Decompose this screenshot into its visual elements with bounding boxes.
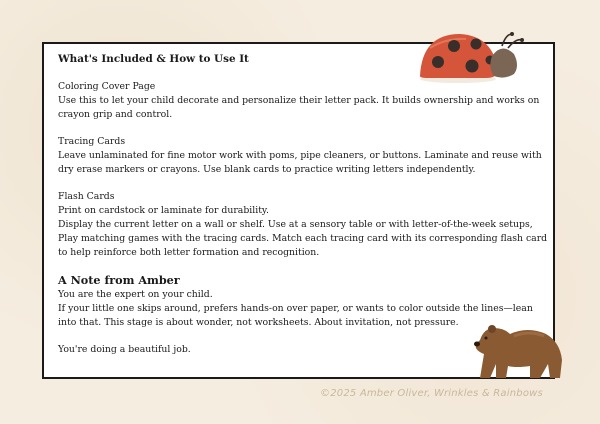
ladybug-spot: [432, 56, 444, 68]
coloring-text-1: Use this to let your child decorate and personalize their letter pack. It builds ownership and works on: [58, 95, 540, 106]
flash-text-4: to help reinforce both letter formation and recognition.: [58, 247, 320, 258]
ladybug-spot: [471, 39, 482, 50]
note-text-1: You are the expert on your child.: [58, 289, 213, 300]
bear-ear: [488, 325, 496, 333]
page-title: What's Included & How to Use It: [58, 53, 249, 65]
bear-eye: [485, 337, 488, 340]
tracing-text-1: Leave unlaminated for fine motor work with poms, pipe cleaners, or buttons. Laminate and reuse with: [58, 150, 542, 161]
tracing-heading: Tracing Cards: [58, 136, 126, 147]
bear-illustration: [470, 320, 566, 382]
ladybug-spot: [448, 40, 460, 52]
flash-heading: Flash Cards: [58, 191, 115, 202]
note-text-3: into that. This stage is about wonder, not worksheets. About invitation, not pressure.: [58, 317, 459, 328]
ladybug-antenna: [508, 40, 522, 48]
copyright-text: ©2025 Amber Oliver, Wrinkles & Rainbows: [320, 388, 543, 399]
flash-text-1: Print on cardstock or laminate for durability.: [58, 205, 269, 216]
flash-text-2: Display the current letter on a wall or shelf. Use at a sensory table or with letter-of-the-week setups,: [58, 219, 533, 230]
note-text-2: If your little one skips around, prefers hands-on over paper, or wants to color outside the lines—lean: [58, 303, 533, 314]
note-closing: You're doing a beautiful job.: [58, 344, 191, 355]
tracing-text-2: dry erase markers or crayons. Use blank cards to practice writing letters independently.: [58, 164, 476, 175]
ladybug-illustration: [416, 30, 526, 84]
card-content: [58, 51, 548, 357]
ladybug-spot: [466, 60, 479, 73]
coloring-heading: Coloring Cover Page: [58, 81, 156, 92]
ladybug-shell: [420, 34, 498, 78]
note-heading: A Note from Amber: [58, 273, 180, 287]
flash-text-3: Play matching games with the tracing cards. Match each tracing card with its corresponding flash card: [58, 233, 548, 244]
coloring-text-2: crayon grip and control.: [58, 109, 173, 120]
bear-nose: [474, 342, 480, 347]
ladybug-head: [490, 48, 517, 77]
